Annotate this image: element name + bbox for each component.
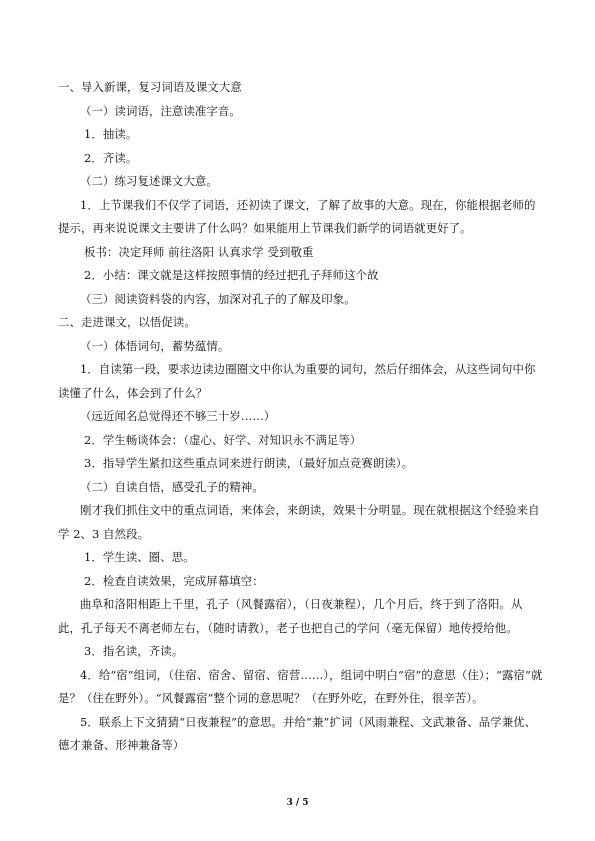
paragraph: 1．上节课我们不仅学了词语，还初读了课文，了解了故事的大意。现在，你能根据老师的提示，再来说说课文主要讲了什么吗？如果能用上节课我们新学的词语就更好了。 (58, 197, 536, 235)
subsection-heading: （一）读词语，注意读准字音。 (80, 103, 241, 118)
list-item: 2．小结：课文就是这样按照事情的经过把孔子拜师这个故 (84, 268, 379, 282)
subsection-heading: （三）阅读资料袋的内容，加深对孔子的了解及印象。 (80, 291, 356, 306)
list-item: 2．齐读。 (84, 150, 138, 165)
list-item: 3．指导学生紧扣这些重点词来进行朗读，（最好加点竞赛朗读）。 (84, 456, 414, 470)
quote-line: （远近闻名总觉得还不够三十岁……） (80, 409, 276, 423)
subsection-heading: （二）自读自悟，感受孔子的精神。 (80, 479, 264, 494)
section-2-heading: 二、走进课文，以悟促读。 (58, 315, 196, 329)
blackboard-note: 板书：决定拜师 前往洛阳 认真求学 受到敬重 (84, 244, 314, 259)
section-1-heading: 一、导入新课，复习词语及课文大意 (58, 80, 242, 94)
list-item: 2．学生畅谈体会：（虚心、好学、对知识永不满足等） (84, 432, 362, 447)
document-body (58, 76, 544, 758)
subsection-heading: （二）练习复述课文大意。 (80, 174, 218, 188)
list-item: 3．指名读，齐读。 (84, 644, 184, 658)
list-item: 1．抽读。 (84, 127, 138, 141)
paragraph: 4．给“宿”组词，（住宿、宿舍、留宿、宿营……），组词中明白“宿”的意思（住）；“露宿”就是？（住在野外）。“风餐露宿”整个词的意思呢？（在野外吃，在野外住，很辛苦）。 (58, 667, 543, 705)
list-item: 1．学生读、圈、思。 (84, 550, 195, 564)
paragraph: 曲阜和洛阳相距上千里，孔子（风餐露宿），（日夜兼程），几个月后，终于到了洛阳。从此，孔子每天不离老师左右，（随时请教），老子也把自己的学问（毫无保留）地传授给他。 (58, 597, 523, 635)
paragraph: 刚才我们抓住文中的重点词语，来体会，来朗读，效果十分明显。现在就根据这个经验来自学 2、3 自然段。 (58, 503, 540, 541)
paragraph: 5．联系上下文猜猜“日夜兼程”的意思。并给“兼”扩词（风雨兼程、文武兼备、品学兼优、德才兼备、形神兼备等） (58, 714, 537, 752)
list-item: 2．检查自读效果，完成屏幕填空： (84, 573, 264, 588)
subsection-heading: （一）体悟词句，蓄势蕴情。 (80, 338, 230, 353)
paragraph: 1．自读第一段，要求边读边圈圈文中你认为重要的词句，然后仔细体会，从这些词句中你读懂了什么，体会到了什么？ (58, 362, 536, 400)
page-number: 3 / 5 (286, 798, 309, 808)
